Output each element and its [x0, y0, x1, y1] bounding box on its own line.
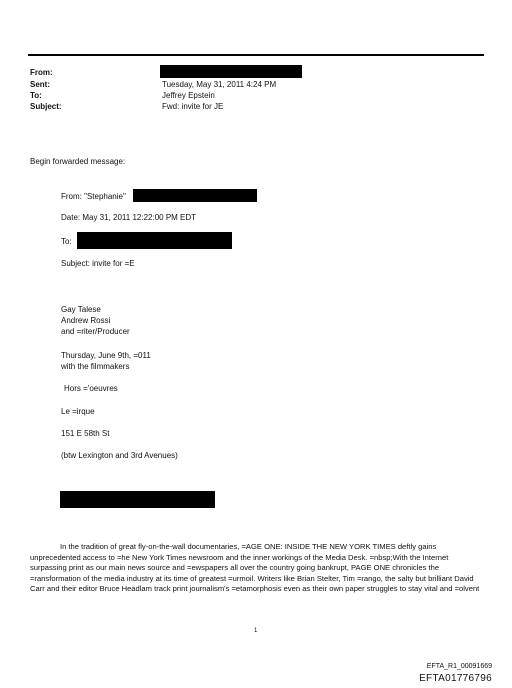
to-value: Jeffrey Epstein — [162, 91, 215, 100]
page-number: 1 — [254, 628, 258, 634]
forward-subject: Subject: invite for =E — [61, 259, 135, 268]
invite-food: Hors ='oeuvres — [64, 384, 118, 393]
sent-label: Sent: — [30, 80, 50, 89]
invite-cross-streets: (btw Lexington and 3rd Avenues) — [61, 451, 178, 460]
sent-value: Tuesday, May 31, 2011 4:24 PM — [162, 80, 277, 89]
redaction-forward-from — [133, 189, 257, 202]
body-paragraph — [30, 542, 482, 595]
invite-address: 151 E 58th St — [61, 429, 110, 438]
forward-intro: Begin forwarded message: — [30, 157, 126, 166]
to-label: To: — [30, 91, 42, 100]
subject-label: Subject: — [30, 102, 62, 111]
forward-from: From: "Stephanie" — [61, 192, 126, 201]
invite-with: with the filmmakers — [61, 362, 130, 371]
invite-date: Thursday, June 9th, =011 — [61, 351, 151, 360]
redaction-forward-to — [77, 232, 232, 249]
forward-date: Date: May 31, 2011 12:22:00 PM EDT — [61, 213, 197, 222]
invite-line-2: Andrew Rossi — [61, 316, 111, 325]
redaction-from — [160, 65, 302, 78]
invite-line-1: Gay Talese — [61, 305, 101, 314]
invite-line-3: and =riter/Producer — [61, 327, 130, 336]
subject-value: Fwd: invite for JE — [162, 102, 224, 111]
forward-to: To: — [61, 237, 72, 246]
footer-id-2: EFTA01776796 — [419, 673, 492, 684]
from-label: From: — [30, 68, 53, 77]
invite-venue: Le =irque — [61, 407, 95, 416]
body-text: In the tradition of great fly-on-the-wall documentaries, =AGE ONE: INSIDE THE NEW YORK TIMES deftly gains unprecedented access to =he New York Times newsroom and the inner workings of the Media Desk. =nbsp;With the Internet surpassing print as our main news source and =ewspapers all over the country going bankrupt, PAGE ONE chronicles the =ransformation of the media industry at its time of greatest =urmoil. Writers like Brian Stelter, Tim =rango, the salty but brilliant David Carr and their editor Bruce Headlam track print journalism's =etamorphosis even as their own paper struggles to stay vital and =olvent — [30, 542, 480, 593]
header-divider — [28, 54, 484, 56]
footer-id-1: EFTA_R1_00091669 — [426, 663, 492, 670]
redaction-body — [60, 491, 215, 508]
